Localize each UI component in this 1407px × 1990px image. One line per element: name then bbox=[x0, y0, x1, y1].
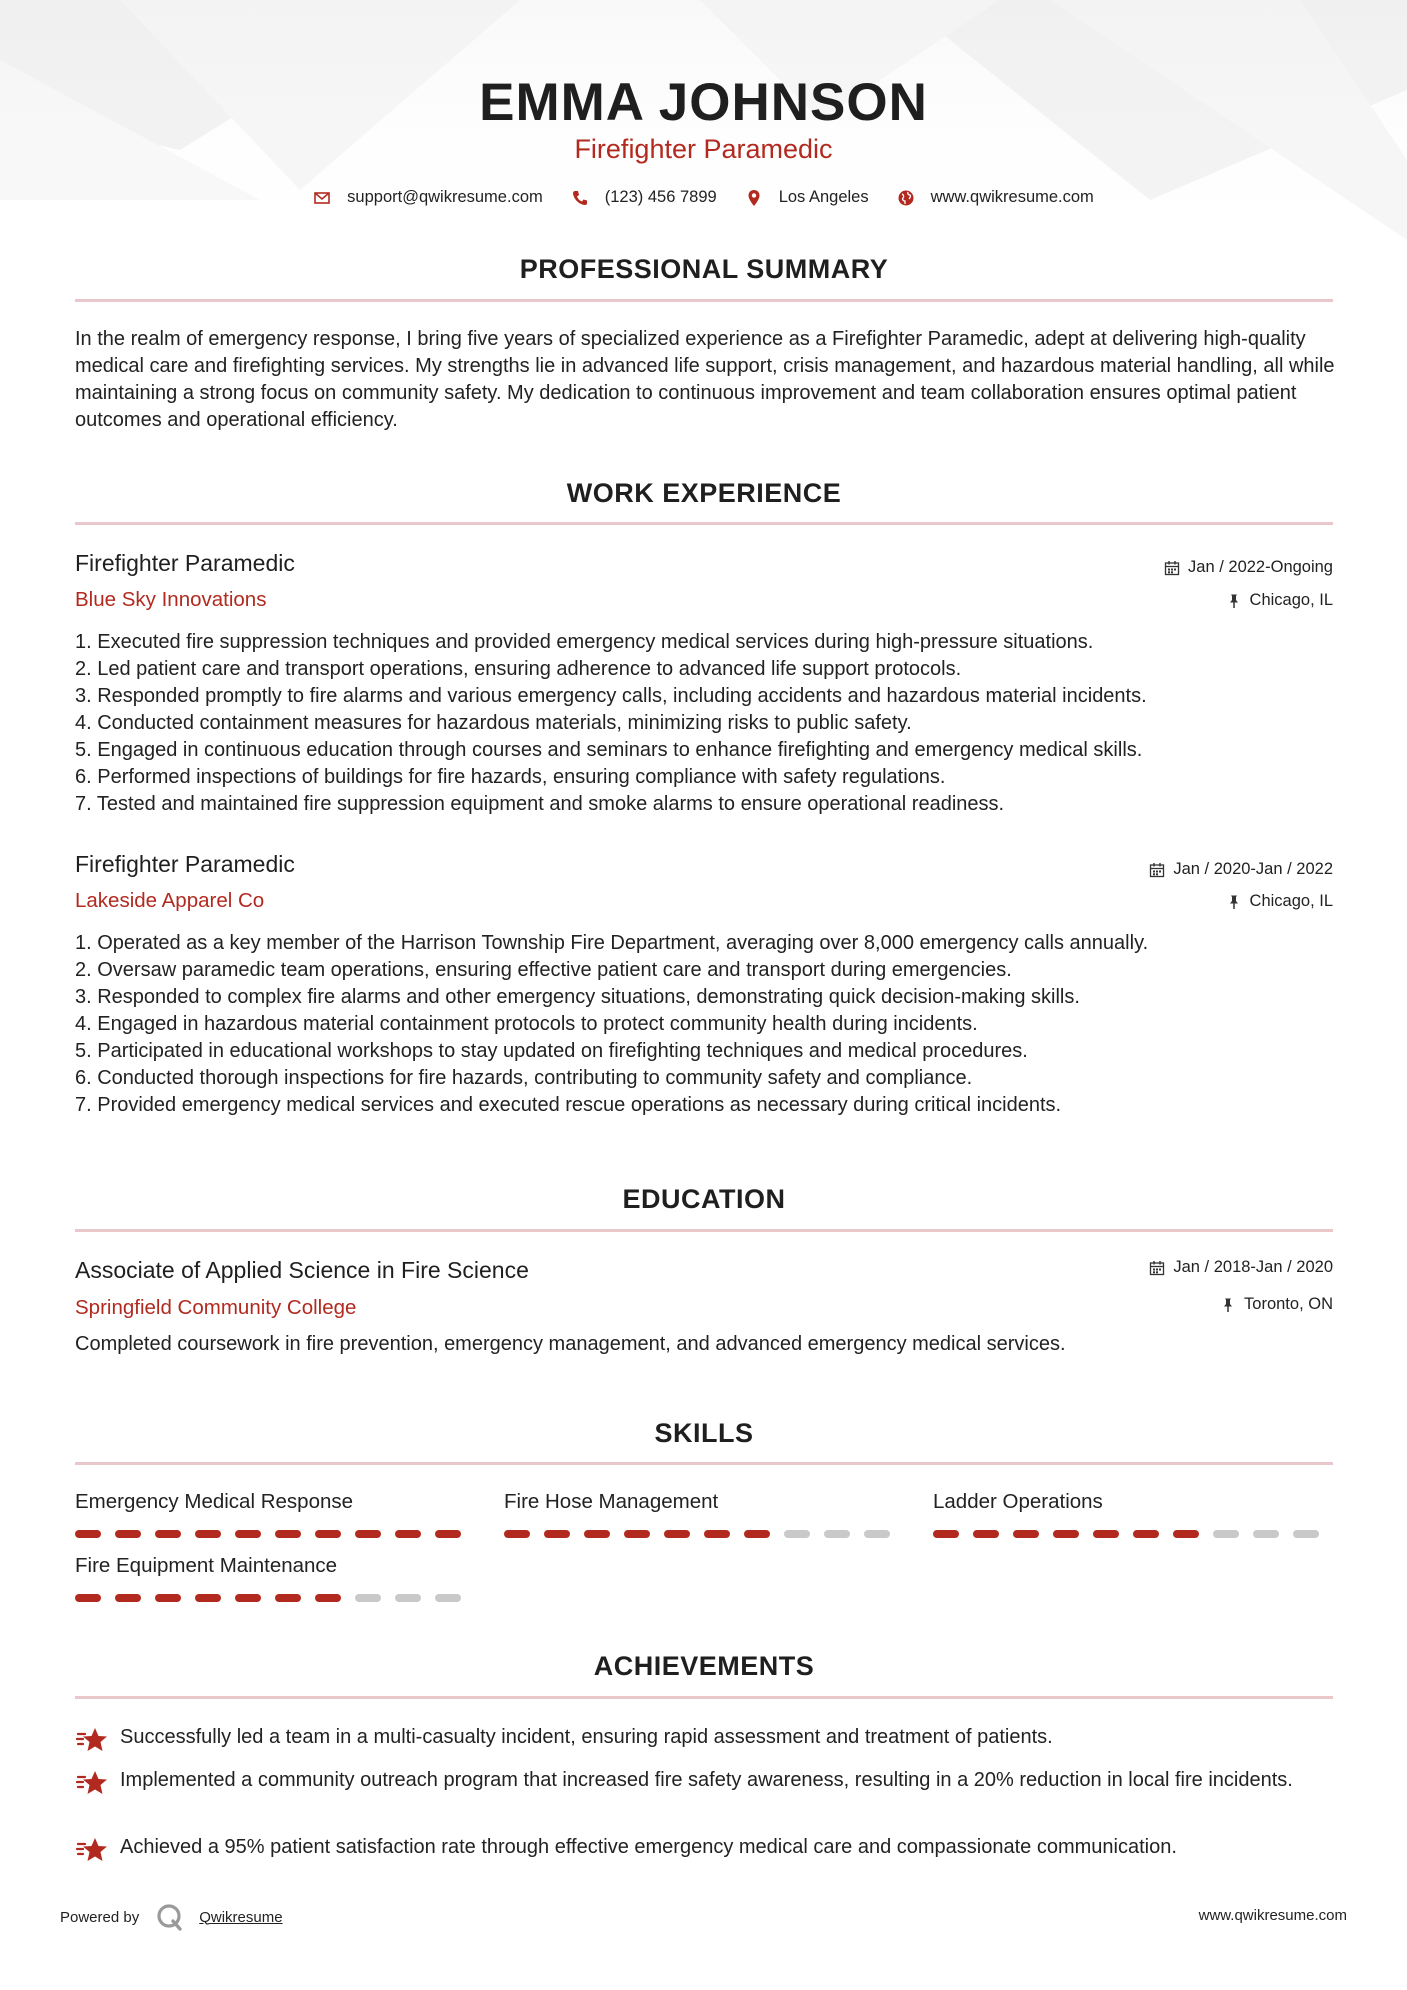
skill-item bbox=[933, 1490, 1333, 1538]
skill-dot-empty bbox=[864, 1530, 890, 1538]
education-divider bbox=[75, 1229, 1333, 1232]
envelope-icon bbox=[313, 189, 331, 207]
pushpin-icon bbox=[1220, 1297, 1236, 1313]
skill-dot-filled bbox=[1133, 1530, 1159, 1538]
skill-name: Ladder Operations bbox=[933, 1490, 1103, 1513]
skill-dot-filled bbox=[395, 1530, 421, 1538]
summary-heading: PROFESSIONAL SUMMARY bbox=[519, 254, 889, 284]
footer-website[interactable]: www.qwikresume.com bbox=[1198, 1907, 1347, 1924]
list-item: 5. Participated in educational workshops to stay updated on firefighting techniques and medical procedures. bbox=[75, 1040, 1028, 1062]
education-description: Completed coursework in fire prevention, emergency management, and advanced emergency medical services. bbox=[75, 1333, 1066, 1355]
job-2-dates-text: Jan / 2020-Jan / 2022 bbox=[1173, 860, 1333, 878]
skill-dot-filled bbox=[315, 1530, 341, 1538]
skill-dot-filled bbox=[275, 1530, 301, 1538]
skill-dot-filled bbox=[624, 1530, 650, 1538]
achievement-text: Implemented a community outreach program that increased fire safety awareness, resulting in a 20% reduction in local fire incidents. bbox=[120, 1769, 1293, 1791]
skill-dot-filled bbox=[973, 1530, 999, 1538]
job-1-bullets bbox=[75, 629, 1335, 818]
achievement-text: Achieved a 95% patient satisfaction rate through effective emergency medical care and compassionate communication. bbox=[120, 1836, 1177, 1858]
contact-phone[interactable] bbox=[571, 188, 717, 207]
skill-dot-filled bbox=[235, 1530, 261, 1538]
summary-divider bbox=[75, 299, 1333, 302]
achievement-item bbox=[75, 1724, 1335, 1758]
list-item: 1. Executed fire suppression techniques and provided emergency medical services during high-pressure situations. bbox=[75, 631, 1094, 653]
list-item: 5. Engaged in continuous education through courses and seminars to enhance firefighting and emergency medical skills. bbox=[75, 739, 1143, 761]
skill-dot-filled bbox=[664, 1530, 690, 1538]
list-item: 2. Oversaw paramedic team operations, ensuring effective patient care and transport during emergencies. bbox=[75, 959, 1012, 981]
skill-dot-empty bbox=[824, 1530, 850, 1538]
candidate-name: EMMA JOHNSON bbox=[479, 73, 928, 132]
skill-dot-filled bbox=[435, 1530, 461, 1538]
star-badge-icon bbox=[75, 1724, 109, 1758]
job-2-bullets bbox=[75, 930, 1335, 1119]
skill-dot-empty bbox=[435, 1594, 461, 1602]
list-item: 4. Conducted containment measures for hazardous materials, minimizing risks to public safety. bbox=[75, 712, 912, 734]
job-2-title: Firefighter Paramedic bbox=[75, 851, 295, 877]
skill-dot-filled bbox=[195, 1530, 221, 1538]
achievement-item bbox=[75, 1834, 1335, 1868]
skill-rating bbox=[504, 1530, 904, 1538]
skill-name: Fire Equipment Maintenance bbox=[75, 1554, 338, 1577]
skill-dot-empty bbox=[784, 1530, 810, 1538]
skill-rating bbox=[75, 1594, 475, 1602]
job-1-company: Blue Sky Innovations bbox=[75, 588, 267, 611]
achievements-heading: ACHIEVEMENTS bbox=[593, 1651, 815, 1681]
list-item: 7. Tested and maintained fire suppression equipment and smoke alarms to ensure operational readiness. bbox=[75, 793, 1005, 815]
job-1-location-text: Chicago, IL bbox=[1249, 591, 1333, 609]
map-pin-icon bbox=[745, 189, 763, 207]
education-school: Springfield Community College bbox=[75, 1296, 357, 1319]
skill-item bbox=[75, 1490, 475, 1538]
skill-dot-empty bbox=[395, 1594, 421, 1602]
skills-divider bbox=[75, 1462, 1333, 1465]
experience-divider bbox=[75, 522, 1333, 525]
phone-text: (123) 456 7899 bbox=[604, 188, 717, 206]
list-item: 1. Operated as a key member of the Harrison Township Fire Department, averaging over 8,000 emergency calls annually. bbox=[75, 932, 1149, 954]
website-text: www.qwikresume.com bbox=[930, 188, 1094, 206]
skill-dot-filled bbox=[744, 1530, 770, 1538]
list-item: 2. Led patient care and transport operations, ensuring adherence to advanced life support protocols. bbox=[75, 658, 962, 680]
brand-link[interactable]: Qwikresume bbox=[199, 1908, 283, 1926]
list-item: 3. Responded promptly to fire alarms and various emergency calls, including accidents and hazardous material incidents. bbox=[75, 685, 1147, 707]
skill-dot-filled bbox=[115, 1530, 141, 1538]
skill-dot-empty bbox=[1253, 1530, 1279, 1538]
skill-dot-filled bbox=[75, 1530, 101, 1538]
skill-dot-empty bbox=[1293, 1530, 1319, 1538]
job-1-dates bbox=[1164, 558, 1333, 577]
job-2-location-text: Chicago, IL bbox=[1249, 892, 1333, 910]
job-2-company: Lakeside Apparel Co bbox=[75, 889, 265, 912]
skill-dot-empty bbox=[355, 1594, 381, 1602]
qwikresume-logo-icon bbox=[155, 1902, 185, 1932]
education-dates-text: Jan / 2018-Jan / 2020 bbox=[1173, 1258, 1333, 1276]
skill-dot-filled bbox=[235, 1594, 261, 1602]
calendar-icon bbox=[1164, 560, 1180, 576]
skill-rating bbox=[933, 1530, 1333, 1538]
contact-email[interactable] bbox=[313, 188, 543, 207]
skill-dot-filled bbox=[155, 1530, 181, 1538]
skill-dot-filled bbox=[355, 1530, 381, 1538]
skill-dot-filled bbox=[933, 1530, 959, 1538]
job-1-dates-text: Jan / 2022-Ongoing bbox=[1188, 558, 1333, 576]
education-heading: EDUCATION bbox=[622, 1184, 786, 1214]
education-location bbox=[1220, 1295, 1333, 1314]
list-item: 3. Responded to complex fire alarms and other emergency situations, demonstrating quick decision-making skills. bbox=[75, 986, 1080, 1008]
skill-name: Emergency Medical Response bbox=[75, 1490, 354, 1513]
skill-item bbox=[504, 1490, 904, 1538]
email-text: support@qwikresume.com bbox=[347, 188, 543, 206]
phone-icon bbox=[571, 189, 589, 207]
skill-dot-filled bbox=[704, 1530, 730, 1538]
skill-dot-filled bbox=[504, 1530, 530, 1538]
skill-item bbox=[75, 1554, 475, 1602]
education-dates bbox=[1149, 1258, 1333, 1277]
calendar-icon bbox=[1149, 1260, 1165, 1276]
education-degree: Associate of Applied Science in Fire Science bbox=[75, 1257, 529, 1283]
star-badge-icon bbox=[75, 1834, 109, 1868]
skill-name: Fire Hose Management bbox=[504, 1490, 719, 1513]
skill-rating bbox=[75, 1530, 475, 1538]
skill-dot-filled bbox=[1053, 1530, 1079, 1538]
achievements-divider bbox=[75, 1696, 1333, 1699]
skill-dot-filled bbox=[1093, 1530, 1119, 1538]
experience-heading: WORK EXPERIENCE bbox=[566, 478, 842, 508]
education-location-text: Toronto, ON bbox=[1244, 1295, 1333, 1313]
globe-icon bbox=[897, 189, 915, 207]
list-item: 7. Provided emergency medical services and executed rescue operations as necessary during critical incidents. bbox=[75, 1094, 1062, 1116]
skill-dot-filled bbox=[1173, 1530, 1199, 1538]
achievement-text: Successfully led a team in a multi-casualty incident, ensuring rapid assessment and treatment of patients. bbox=[120, 1726, 1053, 1748]
pushpin-icon bbox=[1226, 894, 1242, 910]
candidate-title: Firefighter Paramedic bbox=[574, 134, 833, 164]
contact-location bbox=[745, 188, 869, 207]
skill-dot-filled bbox=[155, 1594, 181, 1602]
list-item: 6. Conducted thorough inspections for fire hazards, contributing to community safety and compliance. bbox=[75, 1067, 973, 1089]
achievement-item bbox=[75, 1767, 1335, 1801]
contact-bar bbox=[0, 188, 1407, 207]
skill-dot-filled bbox=[75, 1594, 101, 1602]
job-2-location bbox=[1226, 892, 1333, 911]
job-1-location bbox=[1226, 591, 1333, 610]
skill-dot-empty bbox=[1213, 1530, 1239, 1538]
list-item: 6. Performed inspections of buildings for fire hazards, ensuring compliance with safety regulations. bbox=[75, 766, 946, 788]
job-1-title: Firefighter Paramedic bbox=[75, 550, 295, 576]
contact-website[interactable] bbox=[897, 188, 1094, 207]
job-2-dates bbox=[1149, 860, 1333, 879]
pushpin-icon bbox=[1226, 593, 1242, 609]
location-text: Los Angeles bbox=[778, 188, 869, 206]
skill-dot-filled bbox=[115, 1594, 141, 1602]
footer-powered-by bbox=[60, 1902, 283, 1932]
skill-dot-filled bbox=[195, 1594, 221, 1602]
summary-text: In the realm of emergency response, I bring five years of specialized experience as a Firefighter Paramedic, adept at delivering high-quality medical care and firefighting services. My strengths lie in advanced life support, crisis management, and hazardous material handling, all while maintaining a strong focus on community safety. My dedication to continuous improvement and team collaboration ensures optimal patient outcomes and operational efficiency. bbox=[75, 328, 1335, 431]
skill-dot-filled bbox=[315, 1594, 341, 1602]
powered-by-label: Powered by bbox=[60, 1908, 140, 1926]
skill-dot-filled bbox=[544, 1530, 570, 1538]
calendar-icon bbox=[1149, 862, 1165, 878]
skill-dot-filled bbox=[584, 1530, 610, 1538]
skill-dot-filled bbox=[1013, 1530, 1039, 1538]
list-item: 4. Engaged in hazardous material containment protocols to protect community health during incidents. bbox=[75, 1013, 978, 1035]
skill-dot-filled bbox=[275, 1594, 301, 1602]
skills-heading: SKILLS bbox=[654, 1418, 754, 1448]
star-badge-icon bbox=[75, 1767, 109, 1801]
